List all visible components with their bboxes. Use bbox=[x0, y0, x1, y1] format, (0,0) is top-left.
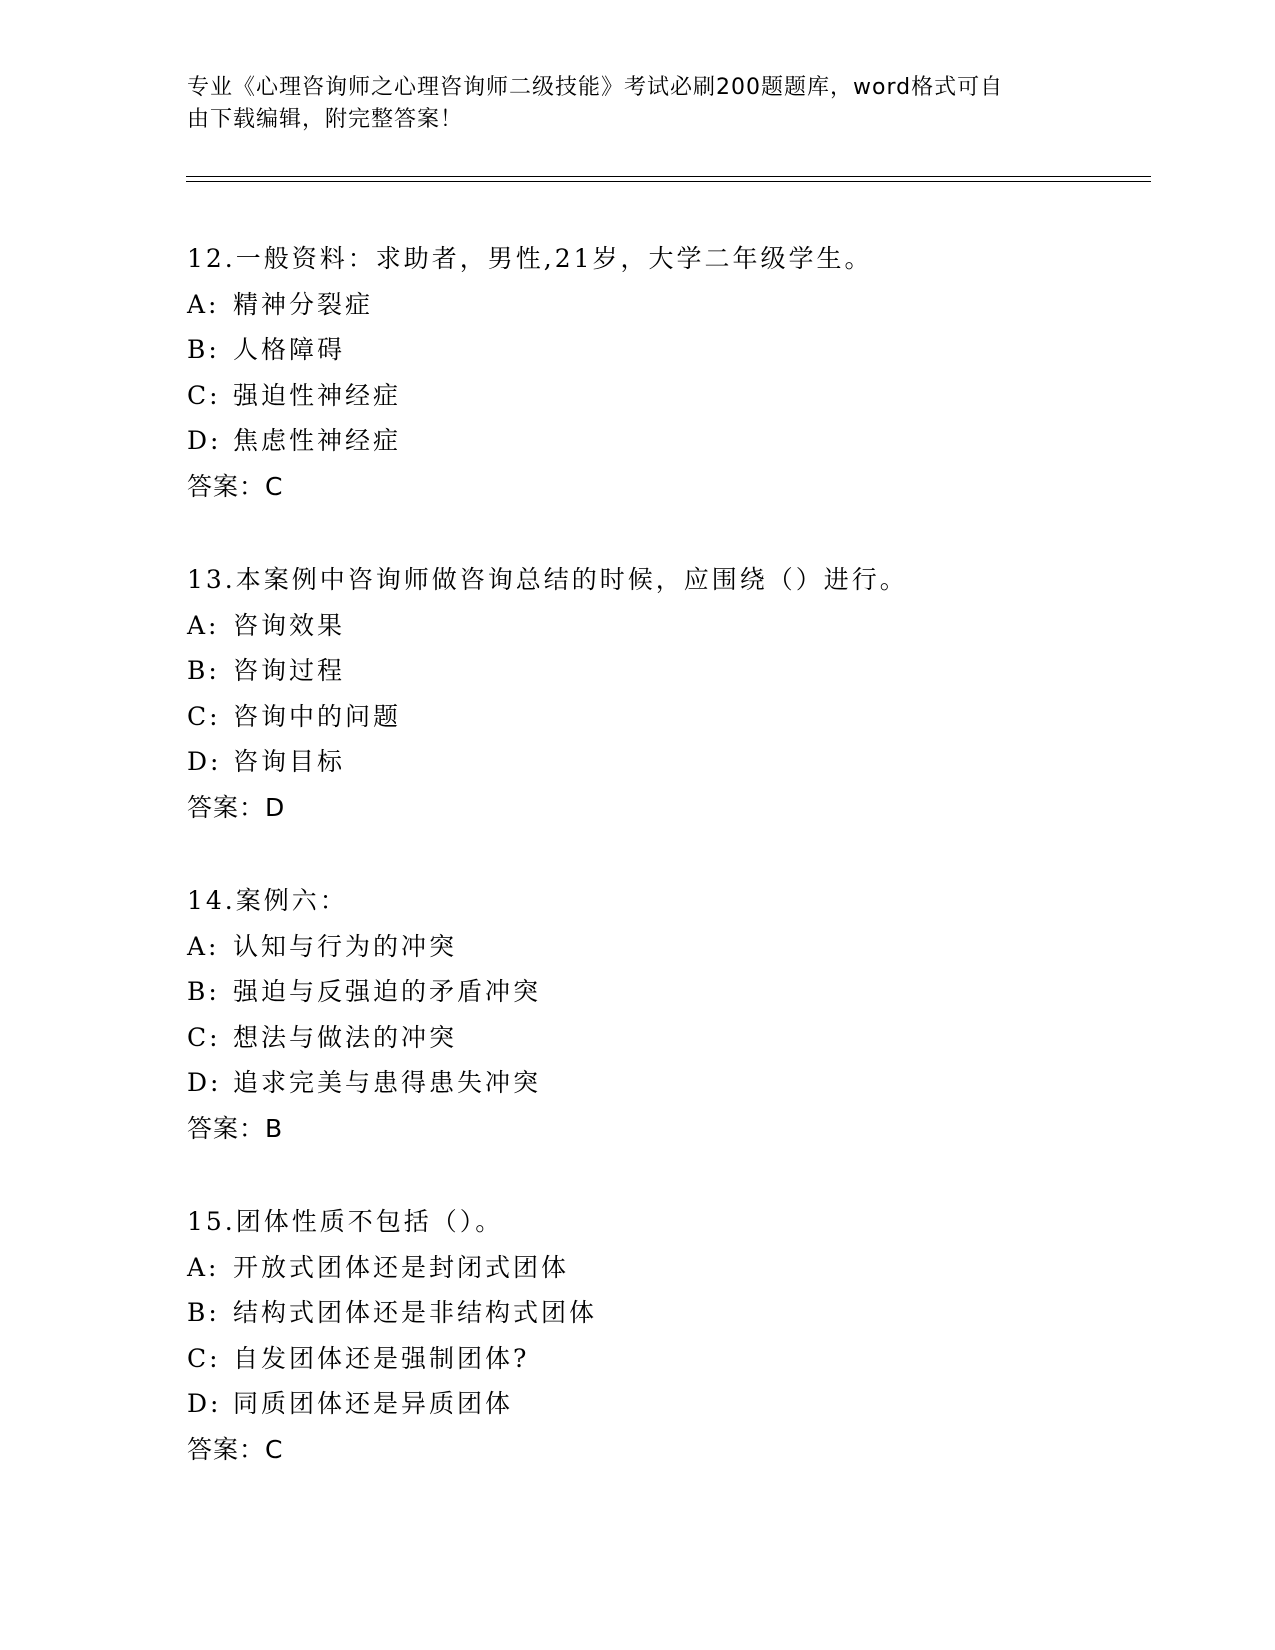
question-stem: 15.团体性质不包括（）。 bbox=[187, 1207, 504, 1236]
option-letter: D: bbox=[187, 426, 222, 455]
option-a bbox=[187, 603, 1147, 649]
option-letter: C: bbox=[187, 1343, 221, 1373]
option-text: 精神分裂症 bbox=[233, 289, 374, 319]
option-c bbox=[187, 1015, 1147, 1061]
option-letter: A: bbox=[187, 931, 220, 961]
option-c bbox=[187, 694, 1147, 740]
option-text: 咨询目标 bbox=[233, 747, 346, 776]
option-text: 同质团体还是异质团体 bbox=[233, 1389, 514, 1418]
option-b bbox=[187, 327, 1147, 373]
header-double-rule bbox=[186, 176, 1151, 182]
option-text: 自发团体还是强制团体? bbox=[233, 1343, 530, 1373]
answer-line: 答案：B bbox=[187, 1113, 284, 1143]
option-text: 强迫性神经症 bbox=[233, 380, 402, 410]
option-d bbox=[187, 1060, 1147, 1106]
option-d bbox=[187, 1381, 1147, 1427]
option-letter: C: bbox=[187, 380, 221, 410]
option-letter: A: bbox=[187, 610, 220, 640]
option-d bbox=[187, 418, 1147, 464]
option-letter: A: bbox=[187, 289, 220, 319]
option-letter: B: bbox=[187, 977, 220, 1006]
option-text: 认知与行为的冲突 bbox=[233, 931, 458, 961]
question-list bbox=[187, 236, 1147, 1520]
option-a bbox=[187, 924, 1147, 970]
option-text: 咨询过程 bbox=[233, 656, 346, 685]
option-a bbox=[187, 1245, 1147, 1291]
option-text: 咨询中的问题 bbox=[233, 701, 402, 731]
option-c bbox=[187, 373, 1147, 419]
option-b bbox=[187, 969, 1147, 1015]
option-b bbox=[187, 1290, 1147, 1336]
header-line-2: 由下载编辑，附完整答案！ bbox=[187, 107, 464, 132]
option-letter: D: bbox=[187, 1068, 222, 1097]
option-letter: D: bbox=[187, 747, 222, 776]
question-stem: 12.一般资料：求助者，男性,21岁，大学二年级学生。 bbox=[187, 244, 873, 273]
answer-line: 答案：C bbox=[187, 471, 284, 501]
answer-line: 答案：C bbox=[187, 1434, 284, 1464]
option-text: 人格障碍 bbox=[233, 335, 346, 364]
answer-line: 答案：D bbox=[187, 792, 286, 822]
option-text: 咨询效果 bbox=[233, 610, 346, 640]
option-letter: B: bbox=[187, 656, 220, 685]
option-text: 追求完美与患得患失冲突 bbox=[233, 1068, 542, 1097]
option-text: 开放式团体还是封闭式团体 bbox=[233, 1252, 570, 1282]
header-line-1: 专业《心理咨询师之心理咨询师二级技能》考试必刷200题题库，word格式可自 bbox=[187, 75, 1004, 100]
option-text: 结构式团体还是非结构式团体 bbox=[233, 1298, 598, 1327]
option-a bbox=[187, 282, 1147, 328]
option-letter: B: bbox=[187, 1298, 220, 1327]
option-letter: C: bbox=[187, 701, 221, 731]
option-letter: B: bbox=[187, 335, 220, 364]
option-letter: D: bbox=[187, 1389, 222, 1418]
option-d bbox=[187, 739, 1147, 785]
option-text: 想法与做法的冲突 bbox=[233, 1022, 458, 1052]
option-text: 焦虑性神经症 bbox=[233, 426, 402, 455]
question-15 bbox=[187, 1199, 1147, 1472]
document-header bbox=[187, 72, 1087, 136]
question-14 bbox=[187, 878, 1147, 1151]
question-stem: 13.本案例中咨询师做咨询总结的时候，应围绕（）进行。 bbox=[187, 565, 908, 594]
option-b bbox=[187, 648, 1147, 694]
question-13 bbox=[187, 557, 1147, 830]
question-12 bbox=[187, 236, 1147, 509]
option-c bbox=[187, 1336, 1147, 1382]
option-letter: C: bbox=[187, 1022, 221, 1052]
question-stem: 14.案例六： bbox=[187, 886, 348, 915]
option-text: 强迫与反强迫的矛盾冲突 bbox=[233, 977, 542, 1006]
option-letter: A: bbox=[187, 1252, 220, 1282]
